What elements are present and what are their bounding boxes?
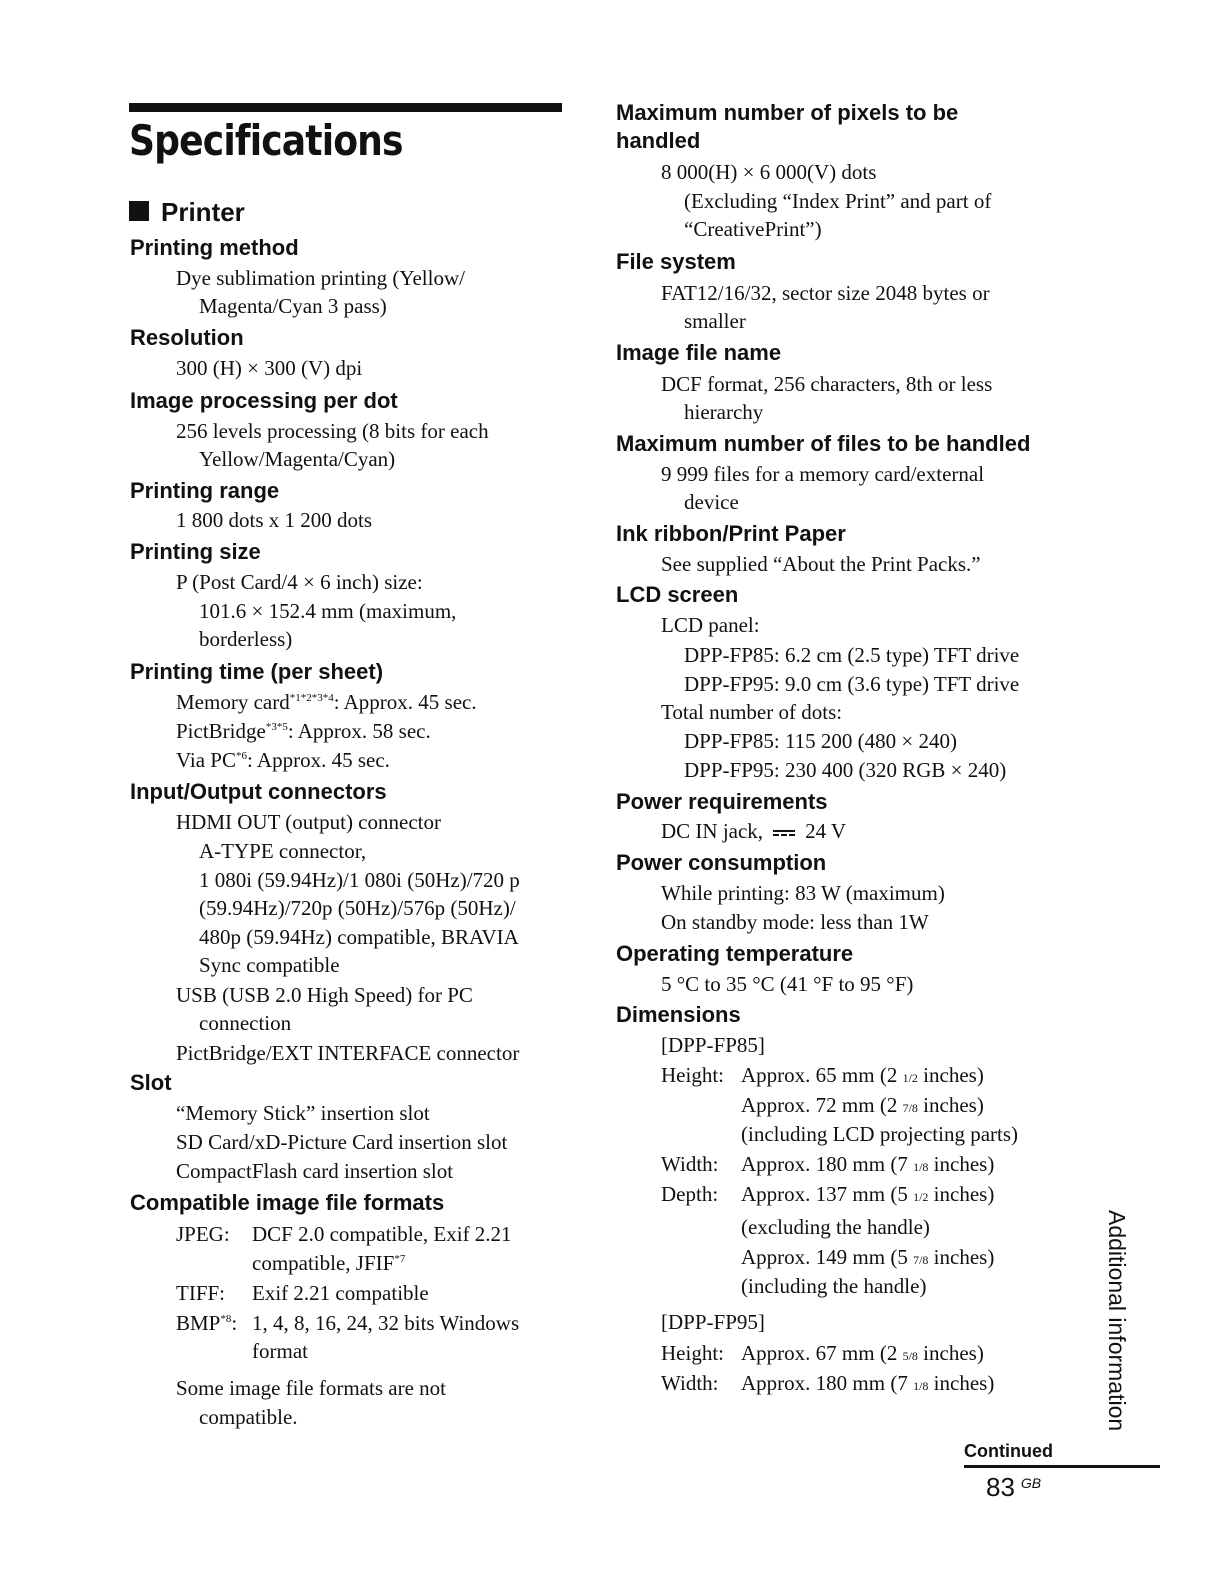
section-heading-printer: Printer: [129, 197, 245, 228]
spec-text: DCF 2.0 compatible, Exif 2.21: [252, 1222, 512, 1246]
dc-symbol-icon: [773, 828, 795, 838]
spec-text: FAT12/16/32, sector size 2048 bytes or: [661, 281, 990, 305]
spec-heading: Image file name: [616, 340, 782, 365]
spec-key: JPEG:: [176, 1222, 230, 1246]
spec-text: (59.94Hz)/720p (50Hz)/576p (50Hz)/: [199, 896, 516, 920]
spec-text: P (Post Card/4 × 6 inch) size:: [176, 570, 423, 594]
spec-text: hierarchy: [684, 400, 764, 424]
spec-text: 5 °C to 35 °C (41 °F to 95 °F): [661, 972, 914, 996]
spec-text: 101.6 × 152.4 mm (maximum,: [199, 599, 457, 623]
spec-text: Magenta/Cyan 3 pass): [199, 294, 387, 318]
spec-key: Height:: [661, 1063, 724, 1087]
spec-key: Height:: [661, 1341, 724, 1365]
spec-heading: LCD screen: [616, 582, 739, 607]
spec-text: 8 000(H) × 6 000(V) dots: [661, 160, 877, 184]
spec-heading: Power requirements: [616, 789, 828, 814]
spec-heading: Printing size: [130, 539, 261, 564]
spec-note: compatible.: [199, 1405, 298, 1429]
spec-text: On standby mode: less than 1W: [661, 910, 929, 934]
spec-text: Approx. 180 mm (7 1/8 inches): [741, 1371, 995, 1395]
spec-heading: Printing time (per sheet): [130, 659, 384, 684]
spec-text: Yellow/Magenta/Cyan): [199, 447, 396, 471]
spec-text: 256 levels processing (8 bits for each: [176, 419, 489, 443]
spec-text: Via PC$^{*6}$: Approx. 45 sec.: [176, 748, 390, 772]
spec-text: 9 999 files for a memory card/external: [661, 462, 985, 486]
spec-text: (including LCD projecting parts): [741, 1122, 1019, 1146]
spec-heading: Ink ribbon/Print Paper: [616, 521, 846, 546]
spec-text: (Excluding “Index Print” and part of: [684, 189, 992, 213]
spec-text: “CreativePrint”): [684, 217, 822, 241]
spec-heading: Dimensions: [616, 1002, 741, 1027]
bullet-square-icon: [129, 201, 149, 221]
spec-heading: File system: [616, 249, 736, 274]
spec-text: CompactFlash card insertion slot: [176, 1159, 454, 1183]
spec-text: Approx. 72 mm (2 7/8 inches): [741, 1093, 984, 1117]
spec-text: Approx. 149 mm (5 7/8 inches): [741, 1245, 995, 1269]
spec-text: 300 (H) × 300 (V) dpi: [176, 356, 363, 380]
spec-heading: Operating temperature: [616, 941, 854, 966]
spec-text: Sync compatible: [199, 953, 340, 977]
spec-text: compatible, JFIF$^{*7}$: [252, 1251, 406, 1275]
title-rule: [129, 103, 562, 112]
model-label: [DPP-FP95]: [661, 1310, 765, 1334]
spec-text: See supplied “About the Print Packs.”: [661, 552, 981, 576]
spec-text: Approx. 67 mm (2 5/8 inches): [741, 1341, 984, 1365]
continued-label: Continued: [964, 1441, 1053, 1461]
spec-heading: Input/Output connectors: [130, 779, 387, 804]
spec-text: Exif 2.21 compatible: [252, 1281, 429, 1305]
spec-text: PictBridge/EXT INTERFACE connector: [176, 1041, 520, 1065]
spec-text: device: [684, 490, 739, 514]
spec-heading: Maximum number of pixels to be: [616, 100, 959, 125]
spec-heading: Maximum number of files to be handled: [616, 431, 1031, 456]
spec-text: (including the handle): [741, 1274, 927, 1298]
spec-text: 480p (59.94Hz) compatible, BRAVIA: [199, 925, 519, 949]
spec-text: A-TYPE connector,: [199, 839, 367, 863]
spec-heading: Resolution: [130, 325, 244, 350]
spec-text: SD Card/xD-Picture Card insertion slot: [176, 1130, 508, 1154]
spec-text: connection: [199, 1011, 292, 1035]
spec-key: Width:: [661, 1371, 719, 1395]
spec-text: Approx. 65 mm (2 1/2 inches): [741, 1063, 984, 1087]
spec-heading: handled: [616, 128, 701, 153]
spec-text: HDMI OUT (output) connector: [176, 810, 441, 834]
spec-text: 1, 4, 8, 16, 24, 32 bits Windows: [252, 1311, 520, 1335]
spec-text: LCD panel:: [661, 613, 760, 637]
spec-heading: Compatible image file formats: [130, 1190, 445, 1215]
spec-text: While printing: 83 W (maximum): [661, 881, 945, 905]
spec-text: DPP-FP85: 115 200 (480 × 240): [684, 729, 958, 753]
spec-text: Approx. 137 mm (5 1/2 inches): [741, 1182, 995, 1206]
spec-text: borderless): [199, 627, 293, 651]
spec-text: 1 080i (59.94Hz)/1 080i (50Hz)/720 p: [199, 868, 520, 892]
spec-text: Total number of dots:: [661, 700, 843, 724]
spec-text: format: [252, 1339, 308, 1363]
spec-text: DPP-FP95: 230 400 (320 RGB × 240): [684, 758, 1007, 782]
spec-heading: Image processing per dot: [130, 388, 398, 413]
spec-key: BMP$^{*8}$:: [176, 1311, 238, 1335]
spec-text: 1 800 dots x 1 200 dots: [176, 508, 373, 532]
spec-text: DPP-FP85: 6.2 cm (2.5 type) TFT drive: [684, 643, 1020, 667]
spec-text: DCF format, 256 characters, 8th or less: [661, 372, 993, 396]
spec-text: USB (USB 2.0 High Speed) for PC: [176, 983, 473, 1007]
model-label: [DPP-FP85]: [661, 1033, 765, 1057]
spec-text: DPP-FP95: 9.0 cm (3.6 type) TFT drive: [684, 672, 1020, 696]
spec-text: DC IN jack, 24 V: [661, 819, 847, 843]
spec-text: PictBridge$^{*3*5}$: Approx. 58 sec.: [176, 719, 431, 743]
spec-text: smaller: [684, 309, 746, 333]
spec-text: Memory card$^{*1*2*3*4}$: Approx. 45 sec.: [176, 690, 477, 714]
footer-rule: [964, 1465, 1160, 1468]
spec-text: Approx. 180 mm (7 1/8 inches): [741, 1152, 995, 1176]
spec-key: Depth:: [661, 1182, 719, 1206]
spec-key: TIFF:: [176, 1281, 226, 1305]
page-title: Specifications: [129, 116, 403, 165]
spec-heading: Slot: [130, 1070, 172, 1095]
spec-heading: Printing method: [130, 235, 299, 260]
spec-text: Dye sublimation printing (Yellow/: [176, 266, 465, 290]
spec-heading: Printing range: [130, 478, 280, 503]
spec-heading: Power consumption: [616, 850, 827, 875]
spec-text: “Memory Stick” insertion slot: [176, 1101, 430, 1125]
page-number: 83 $^{GB}$: [986, 1472, 1042, 1502]
spec-note: Some image file formats are not: [176, 1376, 446, 1400]
spec-key: Width:: [661, 1152, 719, 1176]
spec-text: (excluding the handle): [741, 1215, 930, 1239]
side-tab-label: Additional information: [1104, 1210, 1130, 1432]
